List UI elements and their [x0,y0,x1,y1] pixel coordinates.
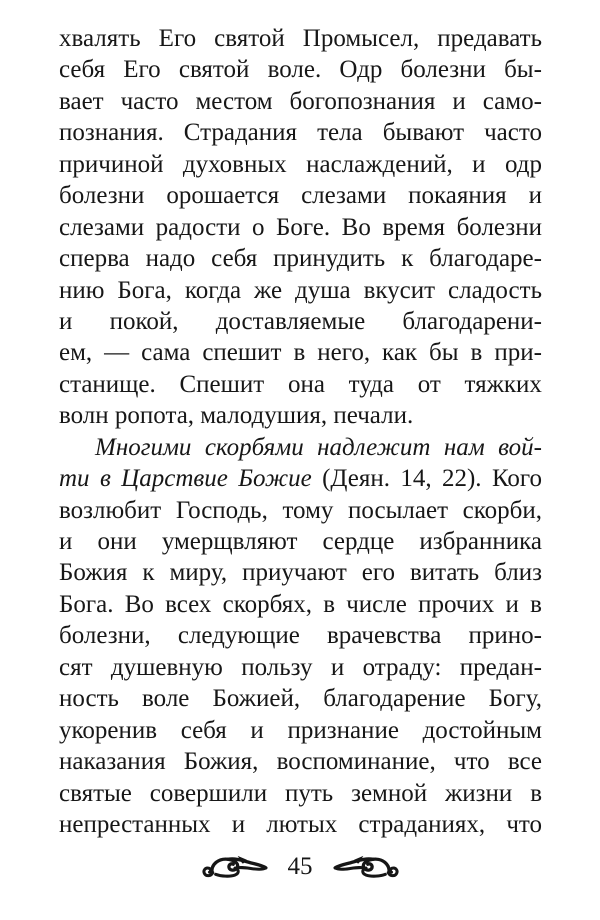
text-line: укоренив себя и признание достойным [59,716,542,744]
text-line: сят душевную пользу и отраду: предан- [59,653,542,681]
text-line: ность воле Божией, благодарение Богу, [59,685,542,713]
text-line: возлюбит Господь, тому посылает скорби, [59,496,542,524]
text-line: наказания Божия, воспоминание, что все [59,748,542,776]
text-line: нию Бога, когда же душа вкусит сладость [59,276,542,304]
text-line: болезни, следующие врачевства прино- [59,622,542,650]
text-line: волн ропота, малодушия, печали. [59,402,414,430]
text-line: святые совершили путь земной жизни в [59,779,542,807]
text-line: непрестанных и лютых страданиях, что [59,810,542,838]
text-line: хвалять Его святой Промысел, предавать [59,25,542,52]
text-line: станище. Спешит она туда от тяжких [59,370,542,398]
text-line: болезни орошается слезами покаяния и [59,182,542,210]
text-line: познания. Страдания тела бывают часто [59,119,542,147]
text-line: и покой, доставляемые благодарени- [59,307,542,335]
flourish-left-icon [202,854,268,881]
text-line: ем, — сама спешит в него, как бы в при- [59,339,542,367]
text-line: себя Его святой воле. Одр болезни бы- [59,56,542,84]
text-line: причиной духовных наслаждений, и одр [59,150,542,178]
text-line: Многими скорбями надлежит нам вой- [95,433,542,461]
text-line: Бога. Во всех скорбях, в числе прочих и в [59,590,542,618]
text-block [59,23,542,840]
page-footer [0,852,600,882]
text-line: слезами радости о Боге. Во время болезни [59,213,542,241]
text-line: и они умерщвляют сердце избранника [59,528,542,555]
text-line: сперва надо себя принудить к благодаре- [59,245,542,273]
page-number: 45 [287,853,313,880]
text-line: Божия к миру, приучают его витать близ [59,559,542,587]
text-line: вает часто местом богопознания и само- [59,87,542,115]
flourish-right-icon [333,854,399,881]
text-line: ти в Царствие Божие (Деян. 14, 22). Кого [59,465,542,493]
